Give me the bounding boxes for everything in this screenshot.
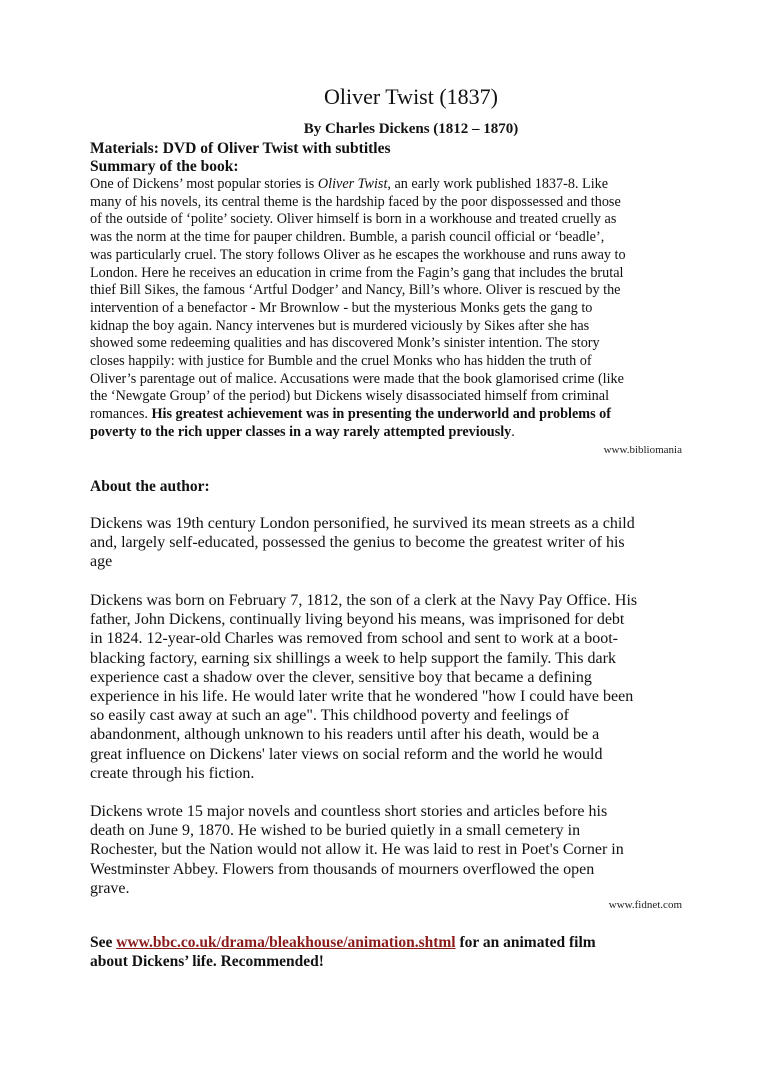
paragraph-line: and, largely self-educated, possessed the genius to become the greatest writer of his — [90, 534, 625, 552]
summary-line: intervention of a benefactor - Mr Brownlow - but the mysterious Monks gets the gang to — [90, 299, 593, 316]
summary-line: closes happily: with justice for Bumble and the cruel Monks who has hidden the truth of — [90, 353, 592, 370]
source-credit: www.bibliomania — [603, 444, 682, 456]
summary-line: Oliver’s parentage out of malice. Accusations were made that the book glamorised crime (like — [90, 370, 624, 387]
book-title-italic: Oliver Twist — [317, 176, 388, 192]
paragraph-line: great influence on Dickens' later views on social reform and the world he would — [90, 745, 603, 763]
summary-text: One of Dickens’ most popular stories is — [90, 176, 318, 192]
paragraph-line: Westminster Abbey. Flowers from thousands of mourners overflowed the open — [90, 860, 595, 878]
summary-line: was particularly cruel. The story follows Oliver as he escapes the workhouse and runs away to — [90, 246, 626, 263]
recommendation-text: See — [90, 934, 117, 951]
paragraph-line: blacking factory, earning six shillings a week to help support the family. This dark — [90, 649, 616, 667]
document-title: Oliver Twist (1837) — [323, 84, 499, 109]
recommendation-text: about Dickens’ life. Recommended! — [90, 953, 324, 971]
paragraph-line: father, John Dickens, continually living beyond his means, was imprisoned for debt — [90, 611, 625, 629]
paragraph-line: Dickens wrote 15 major novels and countless short stories and articles before his — [90, 803, 608, 820]
recommendation-text: for an animated film — [455, 934, 596, 951]
summary-text: , an early work published 1837-8. Like — [387, 176, 609, 192]
paragraph-line: abandonment, although unknown to his readers until after his death, would be a — [90, 726, 600, 744]
summary-line — [90, 424, 690, 442]
summary-line: was the norm at the time for pauper children. Bumble, a parish council official or ‘beadle’, — [90, 229, 605, 246]
summary-line — [90, 406, 690, 424]
summary-emphasis: His greatest achievement was in presenting the underworld and problems of — [151, 406, 611, 423]
summary-heading: Summary of the book: — [90, 158, 239, 175]
summary-line: of the outside of ‘polite’ society. Oliver himself is born in a workhouse and treated cruelly as — [90, 211, 617, 228]
about-paragraph-1 — [90, 514, 690, 572]
paragraph-line: in 1824. 12-year-old Charles was removed from school and sent to work at a boot- — [90, 630, 618, 648]
paragraph-line: so easily cast away at such an age". This childhood poverty and feelings of — [90, 707, 569, 725]
source-credit: www.fidnet.com — [608, 899, 682, 911]
summary-emphasis: poverty to the rich upper classes in a way rarely attempted previously — [90, 423, 512, 440]
paragraph-line: create through his fiction. — [90, 764, 255, 782]
summary-text: romances. — [90, 406, 152, 423]
paragraph-line: Dickens was born on February 7, 1812, the son of a clerk at the Navy Pay Office. His — [90, 592, 638, 609]
paragraph-line: Rochester, but the Nation would not allow it. He was laid to rest in Poet's Corner in — [90, 841, 624, 859]
summary-line: showed some redeeming qualities and has discovered Monk’s sinister intention. The story — [90, 335, 600, 352]
paragraph-line: Dickens was 19th century London personified, he survived its mean streets as a child — [90, 515, 635, 532]
summary-line: many of his novels, its central theme is the hardship faced by the poor dispossessed and those — [90, 193, 621, 210]
materials-heading: Materials: DVD of Oliver Twist with subtitles — [90, 140, 391, 157]
about-paragraph-2 — [90, 591, 690, 783]
summary-line: kidnap the boy again. Nancy intervenes but is murdered viciously by Sikes after she has — [90, 317, 590, 334]
summary-paragraph — [90, 176, 690, 442]
summary-line — [90, 176, 690, 194]
summary-line: London. Here he receives an education in crime from the Fagin’s gang that includes the brutal — [90, 264, 624, 281]
recommendation — [90, 933, 596, 971]
about-heading: About the author: — [90, 478, 210, 495]
paragraph-line: grave. — [90, 879, 130, 897]
bbc-animation-link[interactable]: www.bbc.co.uk/drama/bleakhouse/animation.shtml — [116, 934, 456, 951]
byline: By Charles Dickens (1812 – 1870) — [303, 121, 519, 137]
summary-text: . — [511, 423, 515, 440]
paragraph-line: experience in his life. He would later write that he wondered "how I could have been — [90, 688, 634, 706]
paragraph-line: death on June 9, 1870. He wished to be buried quietly in a small cemetery in — [90, 822, 581, 840]
summary-line: thief Bill Sikes, the famous ‘Artful Dodger’ and Nancy, Bill’s whore. Oliver is rescued by the — [90, 282, 621, 299]
paragraph-line: age — [90, 553, 113, 571]
summary-line: the ‘Newgate Group’ of the period) but Dickens wisely disassociated himself from criminal — [90, 388, 610, 405]
about-paragraph-3 — [90, 802, 690, 898]
paragraph-line: experience cast a shadow over the clever, sensitive boy that became a defining — [90, 668, 592, 686]
